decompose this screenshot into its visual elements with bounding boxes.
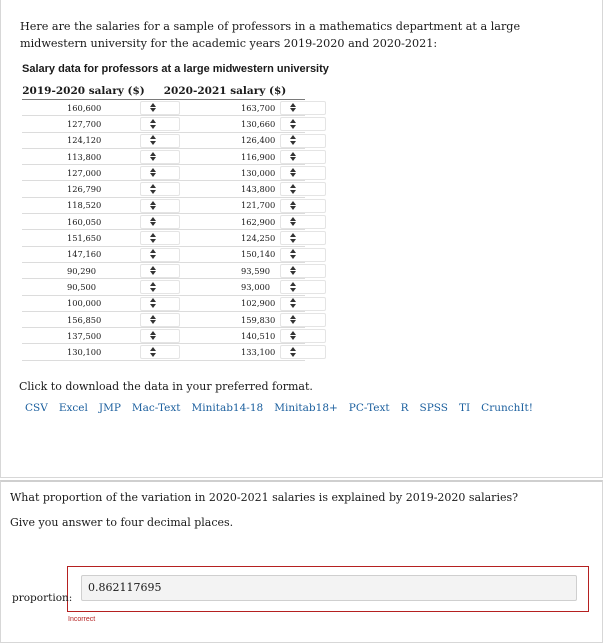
table-row [22,197,305,213]
table-row [22,181,305,197]
salary-2019-2020-cell: 127,000 [22,165,145,181]
salary-2019-2020-cell: 90,290 [22,262,145,278]
download-spss-link[interactable]: SPSS [419,402,448,414]
salary-2019-2020-cell: 151,650 [22,230,145,246]
salary-2020-2021-cell: 121,700 [145,197,305,213]
salary-table [22,82,305,361]
table-row [22,230,305,246]
column-header-2020-2021[interactable]: 2020-2021 salary ($) [145,82,305,100]
salary-2019-2020-cell: 137,500 [22,328,145,344]
table-row [22,344,305,360]
table-row [22,246,305,262]
download-format-links [25,402,544,414]
question-instruction: Give you answer to four decimal places. [10,516,234,529]
salary-2019-2020-cell: 118,520 [22,197,145,213]
salary-2019-2020-cell: 90,500 [22,279,145,295]
salary-2020-2021-cell: 130,000 [145,165,305,181]
column-header-2019-2020[interactable]: 2019-2020 salary ($) [22,82,145,100]
salary-2020-2021-cell: 124,250 [145,230,305,246]
salary-2020-2021-cell: 163,700 [145,100,305,116]
salary-2020-2021-cell: 140,510 [145,328,305,344]
salary-2019-2020-cell: 130,100 [22,344,145,360]
table-row [22,295,305,311]
proportion-input[interactable]: 0.862117695 [81,575,577,601]
salary-2020-2021-cell: 93,590 [145,262,305,278]
table-row [22,214,305,230]
download-mac-text-link[interactable]: Mac-Text [131,402,181,414]
salary-2020-2021-cell: 102,900 [145,295,305,311]
download-jmp-link[interactable]: JMP [98,402,121,414]
salary-2020-2021-cell: 150,140 [145,246,305,262]
salary-2019-2020-cell: 124,120 [22,132,145,148]
answer-label: proportion: [12,592,73,604]
download-minitab14-18-link[interactable]: Minitab14-18 [191,402,264,414]
table-row [22,116,305,132]
salary-2020-2021-cell: 93,000 [145,279,305,295]
salary-2019-2020-cell: 160,600 [22,100,145,116]
salary-2020-2021-cell: 130,660 [145,116,305,132]
table-row [22,148,305,164]
intro-text: Here are the salaries for a sample of professors in a mathematics department at a large midwestern university for the academic years 2019-2020 and 2020-2021: [20,20,521,50]
salary-2019-2020-cell: 147,160 [22,246,145,262]
download-prompt: Click to download the data in your preferred format. [19,380,313,393]
salary-2020-2021-cell: 116,900 [145,148,305,164]
download-csv-link[interactable]: CSV [25,402,48,414]
table-title: Salary data for professors at a large midwestern university [22,63,329,75]
download-excel-link[interactable]: Excel [58,402,88,414]
download-minitab18plus-link[interactable]: Minitab18+ [274,402,338,414]
feedback-incorrect: Incorrect [68,616,96,623]
download-r-link[interactable]: R [400,402,409,414]
table-row [22,262,305,278]
table-row [22,132,305,148]
salary-2020-2021-cell: 159,830 [145,311,305,327]
table-row [22,279,305,295]
salary-2019-2020-cell: 100,000 [22,295,145,311]
salary-2020-2021-cell: 133,100 [145,344,305,360]
salary-2020-2021-cell: 162,900 [145,214,305,230]
table-row [22,311,305,327]
download-crunchit-link[interactable]: CrunchIt! [481,402,533,414]
salary-2019-2020-cell: 127,700 [22,116,145,132]
salary-2019-2020-cell: 160,050 [22,214,145,230]
table-row [22,100,305,116]
download-ti-link[interactable]: TI [459,402,471,414]
question-text: What proportion of the variation in 2020-2021 salaries is explained by 2019-2020 salaries? [10,491,519,504]
salary-2020-2021-cell: 126,400 [145,132,305,148]
table-row [22,328,305,344]
salary-2019-2020-cell: 126,790 [22,181,145,197]
salary-2020-2021-cell: 143,800 [145,181,305,197]
salary-2019-2020-cell: 156,850 [22,311,145,327]
salary-2019-2020-cell: 113,800 [22,148,145,164]
table-row [22,165,305,181]
download-pc-text-link[interactable]: PC-Text [348,402,390,414]
